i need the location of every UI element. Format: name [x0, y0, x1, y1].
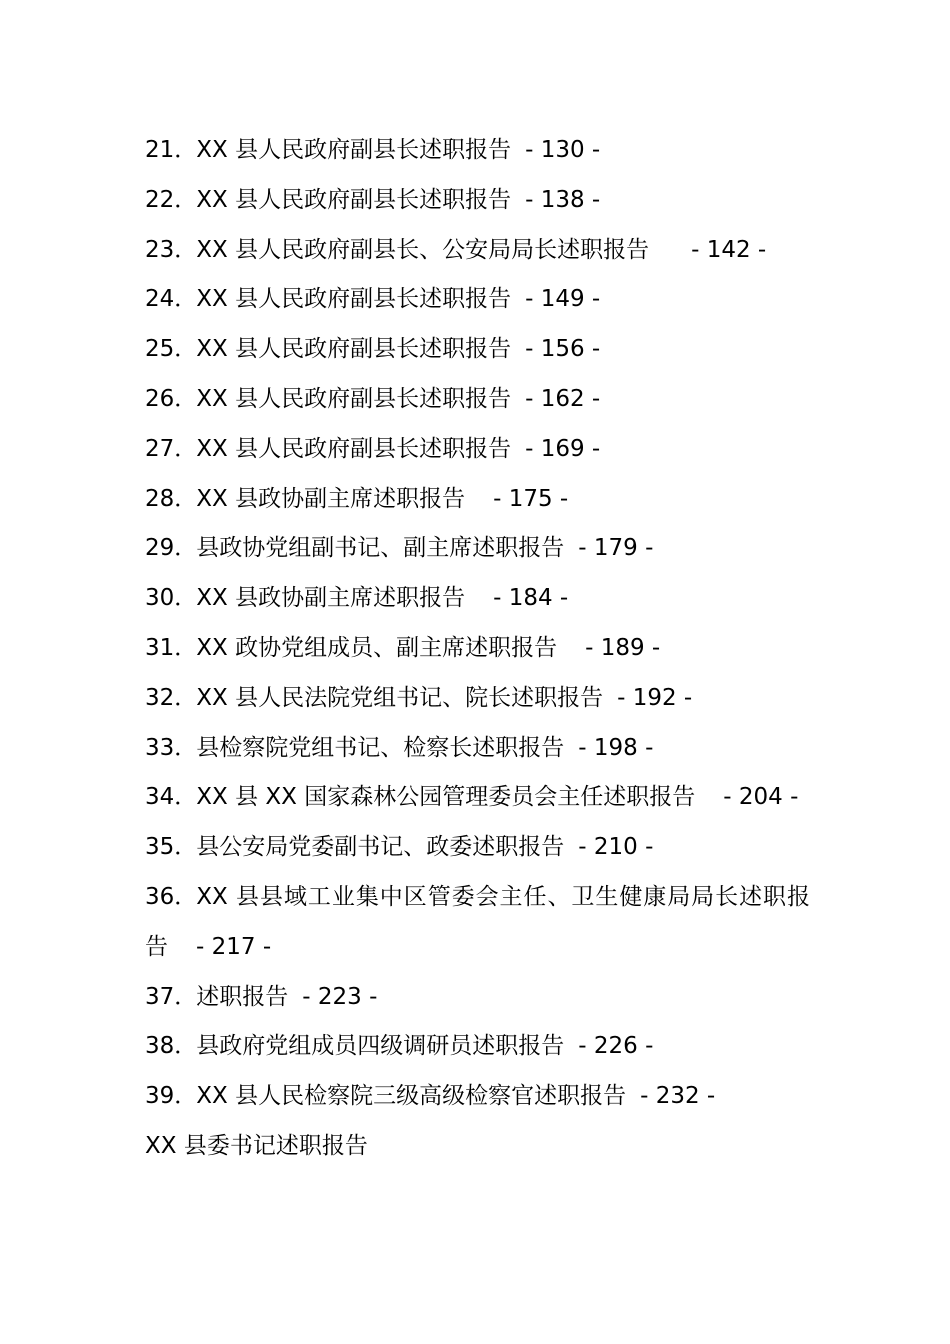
toc-entry-title: XX 县人民检察院三级高级检察官述职报告: [196, 1083, 627, 1110]
toc-entry-separator: ．: [174, 1083, 198, 1110]
toc-entry-36[interactable]: [145, 873, 810, 973]
toc-entry-separator: ．: [174, 535, 198, 562]
toc-entry-separator: ．: [174, 834, 198, 861]
toc-entry-25[interactable]: [145, 325, 810, 375]
toc-entry-page: - 232 -: [640, 1083, 716, 1110]
toc-entry-separator: ．: [174, 983, 198, 1010]
toc-entry-number: 27: [145, 435, 175, 462]
toc-entry-number: 34: [145, 784, 175, 811]
toc-entry-32[interactable]: [145, 674, 810, 724]
toc-entry-number: 28: [145, 485, 175, 512]
toc-entry-page: - 210 -: [578, 834, 654, 861]
toc-entry-page: - 189 -: [585, 634, 661, 661]
toc-entry-separator: ．: [174, 734, 198, 761]
table-of-contents: [145, 126, 810, 1172]
toc-entry-page: - 142 -: [691, 236, 767, 263]
toc-entry-number: 38: [145, 1033, 175, 1060]
toc-entry-separator: ．: [174, 385, 198, 412]
toc-entry-number: 29: [145, 535, 175, 562]
toc-entry-title: XX 县政协副主席述职报告: [196, 485, 466, 512]
toc-entry-title: XX 县人民政府副县长述职报告: [196, 336, 512, 363]
toc-entry-page: - 226 -: [578, 1033, 654, 1060]
toc-entry-page: - 217 -: [196, 933, 272, 960]
toc-entry-28[interactable]: [145, 475, 810, 525]
toc-entry-separator: ．: [174, 236, 198, 263]
toc-entry-separator: ．: [174, 784, 198, 811]
toc-entry-number: 37: [145, 983, 175, 1010]
toc-entry-22[interactable]: [145, 176, 810, 226]
toc-entry-21[interactable]: [145, 126, 810, 176]
toc-entry-separator: ．: [174, 883, 198, 910]
toc-entry-separator: ．: [174, 186, 198, 213]
toc-entry-separator: ．: [174, 585, 198, 612]
toc-entry-separator: ．: [174, 286, 198, 313]
toc-entry-separator: ．: [174, 435, 198, 462]
toc-entry-title: 述职报告: [196, 983, 289, 1010]
toc-entry-separator: ．: [174, 336, 198, 363]
toc-entry-separator: ．: [174, 684, 198, 711]
toc-entry-title: XX 县人民政府副县长、公安局局长述职报告: [196, 236, 650, 263]
toc-entry-title: XX 县人民政府副县长述职报告: [196, 435, 512, 462]
toc-entry-number: 30: [145, 585, 175, 612]
toc-entry-number: 32: [145, 684, 175, 711]
toc-entry-number: 24: [145, 286, 175, 313]
toc-entry-separator: ．: [174, 634, 198, 661]
toc-entry-separator: ．: [174, 137, 198, 163]
toc-entry-title: 县政府党组成员四级调研员述职报告: [196, 1033, 565, 1060]
toc-entry-separator: ．: [174, 485, 198, 512]
toc-entry-title: XX 县人民政府副县长述职报告: [196, 186, 512, 213]
toc-entry-page: - 169 -: [525, 435, 601, 462]
toc-entry-number: 26: [145, 385, 175, 412]
toc-entry-37[interactable]: [145, 973, 810, 1023]
toc-entry-title: XX 县人民政府副县长述职报告: [196, 286, 512, 313]
toc-entry-title: XX 政协党组成员、副主席述职报告: [196, 634, 558, 661]
toc-entry-27[interactable]: [145, 425, 810, 475]
toc-entry-page: - 179 -: [578, 535, 654, 562]
toc-entry-35[interactable]: [145, 823, 810, 873]
toc-entry-number: 23: [145, 236, 175, 263]
toc-entry-26[interactable]: [145, 375, 810, 425]
toc-entry-34[interactable]: [145, 773, 810, 823]
toc-entry-page: - 184 -: [493, 585, 569, 612]
toc-entry-page: - 162 -: [525, 385, 601, 412]
toc-entry-number: 35: [145, 834, 175, 861]
toc-entry-title: XX 县人民法院党组书记、院长述职报告: [196, 684, 604, 711]
toc-entry-separator: ．: [174, 1033, 198, 1060]
toc-entry-page: - 204 -: [723, 784, 799, 811]
toc-entry-29[interactable]: [145, 524, 810, 574]
toc-entry-page: - 156 -: [525, 336, 601, 363]
toc-entry-page: - 223 -: [302, 983, 378, 1010]
toc-entry-number: 21: [145, 137, 175, 163]
toc-entry-38[interactable]: [145, 1022, 810, 1072]
toc-entry-number: 31: [145, 634, 175, 661]
toc-entry-title: XX 县县域工业集中区管委会主任、卫生健康局局长述职报告: [145, 883, 810, 960]
toc-entry-page: - 192 -: [617, 684, 693, 711]
toc-entry-title: XX 县人民政府副县长述职报告: [196, 385, 512, 412]
toc-entry-24[interactable]: [145, 275, 810, 325]
toc-entry-page: - 138 -: [525, 186, 601, 213]
toc-entry-number: 22: [145, 186, 175, 213]
toc-entry-number: 25: [145, 336, 175, 363]
toc-entry-title: 县公安局党委副书记、政委述职报告: [196, 834, 565, 861]
toc-entry-number: 39: [145, 1083, 175, 1110]
toc-entry-title: 县检察院党组书记、检察长述职报告: [196, 734, 565, 761]
toc-entry-30[interactable]: [145, 574, 810, 624]
toc-entry-title: 县政协党组副书记、副主席述职报告: [196, 535, 565, 562]
section-heading: XX 县委书记述职报告: [145, 1132, 368, 1159]
toc-entry-page: - 198 -: [578, 734, 654, 761]
toc-entry-39[interactable]: [145, 1072, 810, 1122]
toc-entry-page: - 175 -: [493, 485, 569, 512]
toc-entry-title: XX 县政协副主席述职报告: [196, 585, 466, 612]
toc-entry-31[interactable]: [145, 624, 810, 674]
toc-entry-page: - 130 -: [525, 137, 601, 163]
toc-entry-33[interactable]: [145, 724, 810, 774]
toc-entry-23[interactable]: [145, 226, 810, 276]
toc-entry-title: XX 县 XX 国家森林公园管理委员会主任述职报告: [196, 784, 696, 811]
toc-entry-number: 33: [145, 734, 175, 761]
toc-entry-page: - 149 -: [525, 286, 601, 313]
toc-entry-title: XX 县人民政府副县长述职报告: [196, 137, 512, 163]
toc-entry-number: 36: [145, 883, 175, 910]
